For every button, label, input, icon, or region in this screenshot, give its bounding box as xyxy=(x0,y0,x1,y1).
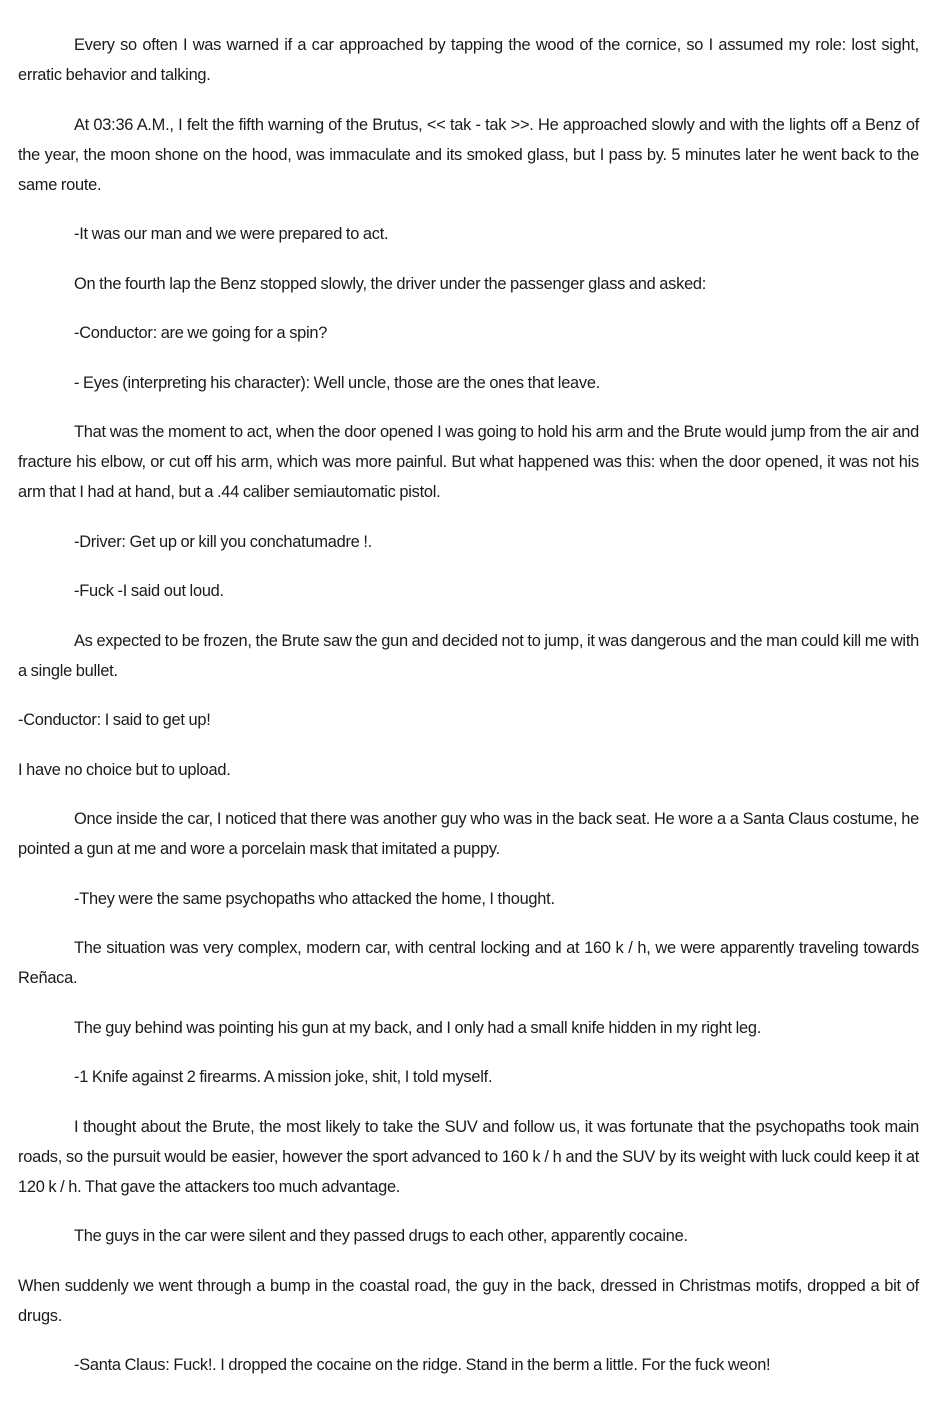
paragraph: When suddenly we went through a bump in the coastal road, the guy in the back, dressed in Christmas motifs, dropped a bit of drugs. xyxy=(18,1276,919,1325)
paragraph: -It was our man and we were prepared to act. xyxy=(74,225,389,243)
paragraph: I thought about the Brute, the most likely to take the SUV and follow us, it was fortunate that the psychopaths took main roads, so the pursuit would be easier, however the sport advanced to 160 k / h and the SUV by its weight with luck could keep it at 120 k / h. That gave the attackers too much advantage. xyxy=(18,1117,919,1196)
paragraph: - Eyes (interpreting his character): Well uncle, those are the ones that leave. xyxy=(74,373,601,392)
paragraph: -Conductor: are we going for a spin? xyxy=(74,324,328,342)
paragraph: -1 Knife against 2 firearms. A mission joke, shit, I told myself. xyxy=(74,1068,493,1086)
paragraph: -Santa Claus: Fuck!. I dropped the cocaine on the ridge. Stand in the berm a little. For the fuck weon! xyxy=(74,1356,771,1374)
paragraph: On the fourth lap the Benz stopped slowly, the driver under the passenger glass and asked: xyxy=(74,274,707,293)
paragraph: -They were the same psychopaths who attacked the home, I thought. xyxy=(74,889,555,908)
paragraph: The guy behind was pointing his gun at my back, and I only had a small knife hidden in my right leg. xyxy=(74,1018,762,1037)
paragraph: -Conductor: I said to get up! xyxy=(18,711,211,729)
paragraph: The guys in the car were silent and they passed drugs to each other, apparently cocaine. xyxy=(74,1227,688,1245)
paragraph: At 03:36 A.M., I felt the fifth warning of the Brutus, << tak - tak >>. He approached slowly and with the lights off a Benz of the year, the moon shone on the hood, was immaculate and its smoked glass, but I pass by. 5 minutes later he went back to the same route. xyxy=(18,115,919,194)
paragraph: Every so often I was warned if a car approached by tapping the wood of the cornice, so I assumed my role: lost sight, erratic behavior and talking. xyxy=(18,36,919,84)
paragraph: The situation was very complex, modern car, with central locking and at 160 k / h, we were apparently traveling towards Reñaca. xyxy=(18,939,919,987)
paragraph: That was the moment to act, when the door opened I was going to hold his arm and the Brute would jump from the air and fracture his elbow, or cut off his arm, which was more painful. But what happened was this: when the door opened, it was not his arm that I had at hand, but a .44 caliber semiautomatic pistol. xyxy=(18,423,919,501)
paragraph: Once inside the car, I noticed that there was another guy who was in the back seat. He wore a a Santa Claus costume, he pointed a gun at me and wore a porcelain mask that imitated a puppy. xyxy=(18,810,919,858)
paragraph: -Fuck -I said out loud. xyxy=(74,582,224,600)
paragraph: -Driver: Get up or kill you conchatumadre !. xyxy=(74,532,372,551)
paragraph: As expected to be frozen, the Brute saw the gun and decided not to jump, it was dangerous and the man could kill me with a single bullet. xyxy=(18,631,919,680)
paragraph: I have no choice but to upload. xyxy=(18,760,231,779)
